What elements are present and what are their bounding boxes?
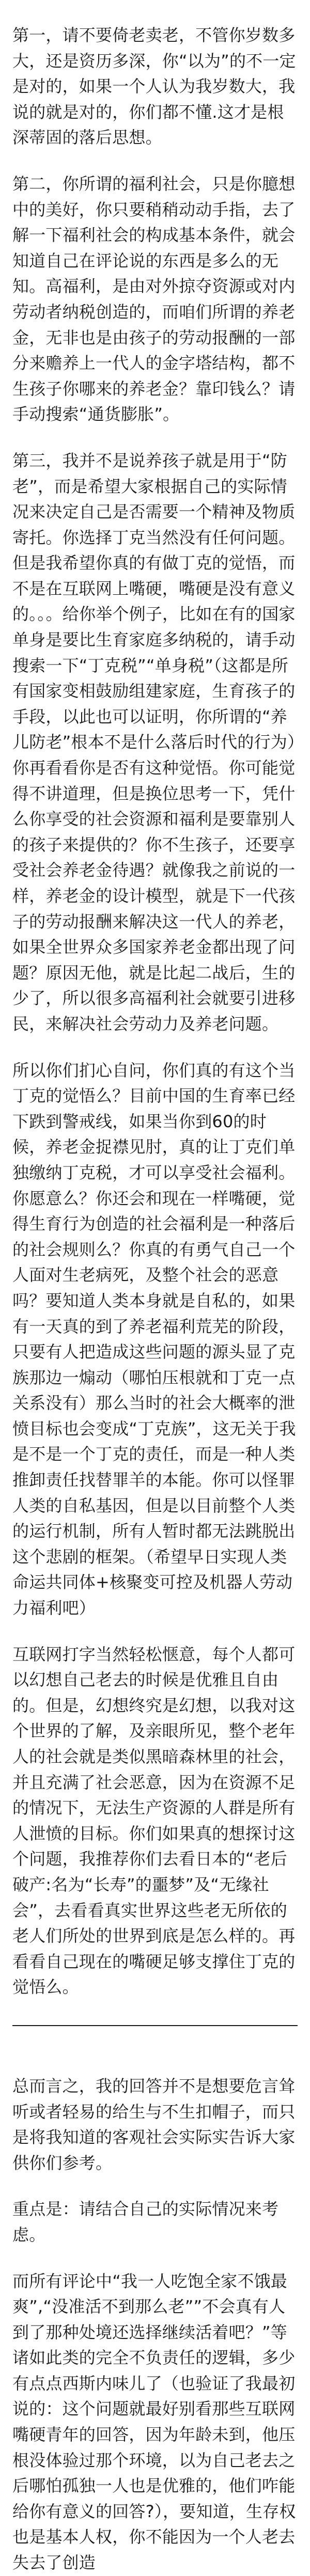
closing-key-point: 重点是：请结合自己的实际情况来考虑。	[12, 2199, 279, 2245]
paragraph-2: 第二，你所谓的福利社会，只是你臆想中的美好，你只要稍稍动动手指，去了解一下福利社会的构成基本条件，就会知道自己在评论说的东西是多么的无知。高福利，是由对外掠夺资源或对内劳动者纳税创造的，而咱们所谓的养老金，无非也是由孩子的劳动报酬的一部分来赡养上一代人的金字塔结构，都不生孩子你哪来的养老金？靠印钱么？请手动搜索“通货膨胀”。	[12, 173, 296, 424]
paragraph-4: 所以你们扪心自问，你们真的有这个当丁克的觉悟么？目前中国的生育率已经下跌到警戒线，如果当你到60的时候，养老金捉襟见肘，真的让丁克们单独缴纳丁克税，才可以享受社会福利。你愿意么？你还会和现在一样嘴硬，觉得生育行为创造的社会福利是一种落后的社会规则么？你真的有勇气自己一个人面对生老病死，及整个社会的恶意吗？要知道人类本身就是自私的，如果有一天真的到了养老福利荒芜的阶段，只要有人把造成这些问题的源头显了克族那边一煽动（哪怕压根就和丁克一点关系没有）那么当时的社会大概率的泄愤目标也会变成“丁克族”，这无关于我是不是一个丁克的责任，而是一种人类推卸责任找替罪羊的本能。你可以怪罪人类的自私基因，但是以目前整个人类的运行机制，所有人暂时都无法跳脱出这个悲剧的框架。（希望早日实现人类命运共同体+核聚变可控及机器人劳动力福利吧）	[12, 1060, 296, 1618]
paragraph-1: 第一，请不要倚老卖老，不管你岁数多大，还是资历多深，你“以为”的不一定是对的，如果一个人认为我岁数大，我说的就是对的，你们都不懂.这才是根深蒂固的落后思想。	[12, 25, 296, 148]
closing-summary: 总而言之，我的回答并不是想要危言耸听或者轻易的给生与不生扣帽子，而只是将我知道的客观社会实际实告诉大家供你们参考。	[12, 2076, 296, 2173]
paragraph-3: 第三，我并不是说养孩子就是用于“防老”，而是希望大家根据自己的实际情况来决定自己是否需要一个精神及物质寄托。你选择丁克当然没有任何问题。但是我希望你真的有做丁克的觉悟，而不是在互联网上嘴硬，嘴硬是没有意义的。。。给你举个例子，比如在有的国家单身是要比生育家庭多纳税的，请手动搜索一下“丁克税”“单身税”（这都是所有国家变相鼓励组建家庭，生育孩子的手段，以此也可以证明，你所谓的“养儿防老”根本不是什么落后时代的行为）你再看看你是否有这种觉悟。你可能觉得不讲道理，但是换位思考一下，凭什么你享受的社会资源和福利是要靠别人的孩子来提供的？你不生孩子，还要享受社会养老金待遇？就像我之前说的一样，养老金的设计模型，就是下一代孩子的劳动报酬来解决这一代人的养老，如果全世界众多国家养老金都出现了问题？原因无他，就是比起二战后，生的少了，所以很多高福利社会就要引进移民，来解决社会劳动力及养老问题。	[12, 450, 296, 1034]
section-divider	[12, 2025, 298, 2026]
closing-comment-response: 而所有评论中“我一人吃饱全家不饿最爽”,“没准活不到那么老””不会真有人到了那种处境还选择继续活着吧？”等诸如此类的完全不负责任的逻辑，多少有点点西斯内味儿了（也验证了我最初说的：这个问题就最好别看那些互联网嘴硬青年的回答，因为年龄未到，他压根没体验过那个环境，以为自己老去之后哪怕孤独一人也是优雅的，他们咋能给你有意义的回答?），要知道，生存权也是基本人权，你不能因为一个人老去失去了创造	[12, 2271, 296, 2573]
paragraph-5: 互联网打字当然轻松惬意，每个人都可以幻想自己老去的时候是优雅且自由的。但是，幻想终究是幻想，以我对这个世界的了解，及亲眼所见，整个老年人的社会就是类似黑暗森林里的社会，并且充满了社会恶意，因为在资源不足的情况下，无法生产资源的人群是所有人泄愤的目标。你们如果真的想探讨这个问题，我推荐你们去看日本的“老后破产:名为“长寿”的噩梦”及“无缘社会”，去看看真实世界这些老无所依的老人们所处的世界到底是怎么样的。再看看自己现在的嘴硬足够支撑住丁克的觉悟么。	[12, 1644, 296, 1997]
